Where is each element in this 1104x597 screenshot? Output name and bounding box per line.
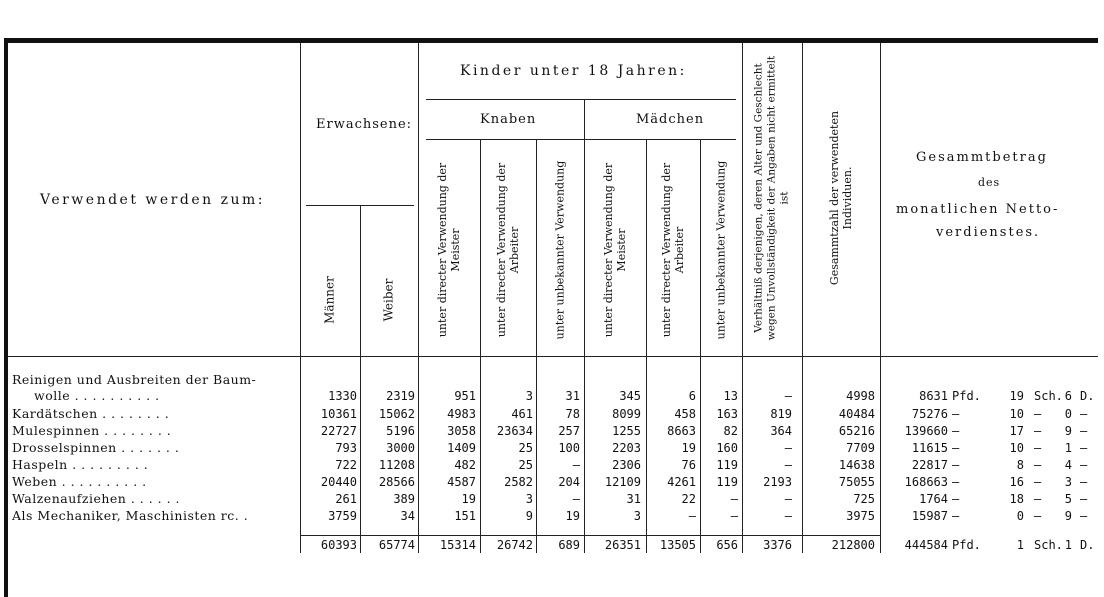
money-u2: — <box>1034 509 1042 523</box>
header-betrag-4: verdienstes. <box>936 225 1041 240</box>
cell-total: 725 <box>853 492 875 506</box>
header-erwachsene: Erwachsene: <box>316 117 413 132</box>
row-category: Reinigen und Ausbreiten der Baum- <box>12 372 257 387</box>
header-maenner: Männer <box>322 276 337 324</box>
row-category-continued: wolle . . . . . . . . . . <box>34 388 160 403</box>
money-d: 1 <box>1064 538 1072 552</box>
money-u3: — <box>1080 492 1088 506</box>
col-divider <box>700 140 701 553</box>
cell-ka: 9 <box>525 509 533 523</box>
cell-mm: 2203 <box>612 441 641 455</box>
cell-ka: 461 <box>511 407 533 421</box>
cell-ka: 23634 <box>496 424 533 438</box>
netto-verdienst-cell <box>884 509 1098 523</box>
money-pfd: 75276 <box>911 407 948 421</box>
money-d: 0 <box>1064 407 1072 421</box>
cell-total: 40484 <box>838 407 875 421</box>
cell-mm: 12109 <box>604 475 641 489</box>
money-sch: 16 <box>1009 475 1024 489</box>
money-u3: D. <box>1080 389 1095 403</box>
cell-ma: 4261 <box>667 475 696 489</box>
netto-verdienst-cell <box>884 424 1098 438</box>
cell-total: 75055 <box>838 475 875 489</box>
cell-ka: 3 <box>525 389 533 403</box>
total-weiber: 65774 <box>378 538 415 552</box>
money-u3: — <box>1080 407 1088 421</box>
cell-ku: — <box>572 458 580 472</box>
header-knaben: Knaben <box>480 112 537 127</box>
cell-ka: 25 <box>518 458 533 472</box>
header-maedchen-meister: unter directer Verwendung der Meister <box>602 162 628 338</box>
cell-weiber: 15062 <box>378 407 415 421</box>
netto-verdienst-cell <box>884 441 1098 455</box>
money-sch: 18 <box>1009 492 1024 506</box>
money-u2: — <box>1034 475 1042 489</box>
cell-total: 65216 <box>838 424 875 438</box>
money-u2: Sch. <box>1034 538 1063 552</box>
header-gesammtzahl: Gesammtzahl der verwendeten Individuen. <box>828 110 854 286</box>
cell-km: 4587 <box>447 475 476 489</box>
header-verhaeltnis: Verhältniß derjenigen, deren Alter und Geschlecht wegen Unvollständigkeit der Angaben nicht ermittelt ist <box>752 55 791 341</box>
cell-ka: 3 <box>525 492 533 506</box>
header-maedchen-unbekannt: unter unbekannter Verwendung <box>714 160 728 340</box>
cell-ma: 458 <box>674 407 696 421</box>
cell-weiber: 34 <box>400 509 415 523</box>
cell-ku: 19 <box>565 509 580 523</box>
cell-mu: 13 <box>723 389 738 403</box>
money-u2: — <box>1034 424 1042 438</box>
row-category: Kardätschen . . . . . . . . <box>12 406 170 421</box>
col-divider <box>802 43 803 553</box>
netto-verdienst-cell <box>884 492 1098 506</box>
money-u2: — <box>1034 407 1042 421</box>
netto-verdienst-cell <box>884 389 1098 403</box>
cell-km: 951 <box>454 389 476 403</box>
col-divider <box>360 205 361 553</box>
money-u1: — <box>952 475 960 489</box>
cell-ma: — <box>688 509 696 523</box>
cell-mu: 160 <box>716 441 738 455</box>
cell-maenner: 22727 <box>320 424 357 438</box>
header-line <box>426 99 736 100</box>
money-d: 4 <box>1064 458 1072 472</box>
cell-ma: 8663 <box>667 424 696 438</box>
cell-verh: 364 <box>770 424 792 438</box>
money-pfd: 168663 <box>904 475 948 489</box>
money-u1: — <box>952 492 960 506</box>
header-knaben-unbekannt: unter unbekannter Verwendung <box>553 160 567 340</box>
cell-verh: — <box>784 458 792 472</box>
col-divider <box>646 140 647 553</box>
cell-maenner: 3759 <box>328 509 357 523</box>
header-betrag-3: monatlichen Netto- <box>896 202 1060 217</box>
header-weiber: Weiber <box>381 278 396 322</box>
money-sch: 10 <box>1009 407 1024 421</box>
money-pfd: 22817 <box>911 458 948 472</box>
cell-maenner: 10361 <box>320 407 357 421</box>
cell-ku: 204 <box>558 475 580 489</box>
cell-maenner: 722 <box>335 458 357 472</box>
col-divider <box>300 43 301 553</box>
row-category: Drosselspinnen . . . . . . . <box>12 440 180 455</box>
money-pfd: 15987 <box>911 509 948 523</box>
money-u2: — <box>1034 458 1042 472</box>
cell-verh: 819 <box>770 407 792 421</box>
money-d: 6 <box>1064 389 1072 403</box>
cell-total: 7709 <box>846 441 875 455</box>
cell-verh: — <box>784 492 792 506</box>
total-mu: 656 <box>716 538 738 552</box>
total-total: 212800 <box>831 538 875 552</box>
header-bottom-line <box>8 356 1098 357</box>
money-pfd: 1764 <box>919 492 948 506</box>
money-u3: — <box>1080 458 1088 472</box>
money-u1: Pfd. <box>952 538 981 552</box>
cell-weiber: 11208 <box>378 458 415 472</box>
cell-weiber: 28566 <box>378 475 415 489</box>
col-divider <box>742 43 743 553</box>
money-u3: — <box>1080 424 1088 438</box>
money-d: 9 <box>1064 509 1072 523</box>
cell-ma: 76 <box>681 458 696 472</box>
left-rule <box>4 38 8 597</box>
row-category: Weben . . . . . . . . . . <box>12 474 147 489</box>
money-u2: — <box>1034 441 1042 455</box>
cell-maenner: 793 <box>335 441 357 455</box>
cell-mm: 31 <box>626 492 641 506</box>
money-d: 1 <box>1064 441 1072 455</box>
cell-km: 19 <box>461 492 476 506</box>
total-ka: 26742 <box>496 538 533 552</box>
money-sch: 10 <box>1009 441 1024 455</box>
cell-km: 3058 <box>447 424 476 438</box>
money-u1: — <box>952 509 960 523</box>
row-category: Mulespinnen . . . . . . . . <box>12 423 172 438</box>
cell-weiber: 5196 <box>386 424 415 438</box>
header-verwendet: Verwendet werden zum: <box>40 192 265 208</box>
header-betrag-2: des <box>978 176 1001 189</box>
money-u1: — <box>952 441 960 455</box>
money-u1: — <box>952 424 960 438</box>
row-category: Als Mechaniker, Maschinisten rc. . <box>12 508 249 523</box>
totals-line <box>300 535 880 536</box>
cell-mu: 82 <box>723 424 738 438</box>
netto-verdienst-cell <box>884 458 1098 472</box>
header-maedchen: Mädchen <box>636 112 705 127</box>
cell-maenner: 261 <box>335 492 357 506</box>
cell-ka: 2582 <box>504 475 533 489</box>
cell-weiber: 389 <box>393 492 415 506</box>
cell-maenner: 20440 <box>320 475 357 489</box>
cell-total: 14638 <box>838 458 875 472</box>
cell-mu: 163 <box>716 407 738 421</box>
total-km: 15314 <box>439 538 476 552</box>
cell-weiber: 2319 <box>386 389 415 403</box>
money-u1: Pfd. <box>952 389 981 403</box>
money-sch: 0 <box>1016 509 1024 523</box>
cell-km: 1409 <box>447 441 476 455</box>
money-pfd: 444584 <box>904 538 948 552</box>
money-pfd: 11615 <box>911 441 948 455</box>
money-u3: — <box>1080 441 1088 455</box>
cell-ku: 78 <box>565 407 580 421</box>
cell-mm: 3 <box>633 509 641 523</box>
cell-ma: 22 <box>681 492 696 506</box>
cell-ma: 6 <box>688 389 696 403</box>
header-line <box>426 139 736 140</box>
cell-weiber: 3000 <box>386 441 415 455</box>
cell-ku: 257 <box>558 424 580 438</box>
total-verh: 3376 <box>763 538 792 552</box>
header-knaben-meister: unter directer Verwendung der Meister <box>436 162 462 338</box>
cell-ma: 19 <box>681 441 696 455</box>
money-pfd: 8631 <box>919 389 948 403</box>
money-d: 9 <box>1064 424 1072 438</box>
money-u1: — <box>952 458 960 472</box>
cell-verh: — <box>784 509 792 523</box>
cell-verh: 2193 <box>763 475 792 489</box>
header-kinder: Kinder unter 18 Jahren: <box>460 63 687 79</box>
money-sch: 19 <box>1009 389 1024 403</box>
money-u3: D. <box>1080 538 1095 552</box>
header-betrag-1: Gesammtbetrag <box>916 150 1048 165</box>
cell-km: 4983 <box>447 407 476 421</box>
cell-mu: 119 <box>716 458 738 472</box>
col-divider <box>536 140 537 553</box>
money-sch: 8 <box>1016 458 1024 472</box>
cell-mu: — <box>730 492 738 506</box>
total-maenner: 60393 <box>320 538 357 552</box>
cell-ku: 31 <box>565 389 580 403</box>
money-u2: Sch. <box>1034 389 1063 403</box>
col-divider <box>584 100 585 553</box>
money-sch: 17 <box>1009 424 1024 438</box>
cell-verh: — <box>784 441 792 455</box>
cell-maenner: 1330 <box>328 389 357 403</box>
cell-mm: 1255 <box>612 424 641 438</box>
money-d: 3 <box>1064 475 1072 489</box>
total-mm: 26351 <box>604 538 641 552</box>
total-ku: 689 <box>558 538 580 552</box>
cell-mm: 2306 <box>612 458 641 472</box>
cell-ka: 25 <box>518 441 533 455</box>
cell-km: 482 <box>454 458 476 472</box>
row-category: Haspeln . . . . . . . . . <box>12 457 149 472</box>
money-u3: — <box>1080 475 1088 489</box>
header-line <box>306 205 414 206</box>
col-divider <box>418 43 419 553</box>
cell-ku: — <box>572 492 580 506</box>
col-divider <box>480 140 481 553</box>
money-sch: 1 <box>1016 538 1024 552</box>
money-u3: — <box>1080 509 1088 523</box>
netto-verdienst-cell <box>884 538 1098 552</box>
cell-mu: 119 <box>716 475 738 489</box>
money-u2: — <box>1034 492 1042 506</box>
cell-km: 151 <box>454 509 476 523</box>
header-knaben-arbeiter: unter directer Verwendung der Arbeiter <box>495 162 521 338</box>
cell-mm: 345 <box>619 389 641 403</box>
netto-verdienst-cell <box>884 475 1098 489</box>
col-divider <box>880 43 881 553</box>
row-category: Walzenaufziehen . . . . . . <box>12 491 181 506</box>
cell-ku: 100 <box>558 441 580 455</box>
netto-verdienst-cell <box>884 407 1098 421</box>
cell-mu: — <box>730 509 738 523</box>
cell-total: 3975 <box>846 509 875 523</box>
money-pfd: 139660 <box>904 424 948 438</box>
cell-total: 4998 <box>846 389 875 403</box>
cell-mm: 8099 <box>612 407 641 421</box>
top-rule <box>8 38 1098 43</box>
header-maedchen-arbeiter: unter directer Verwendung der Arbeiter <box>660 162 686 338</box>
money-u1: — <box>952 407 960 421</box>
total-ma: 13505 <box>659 538 696 552</box>
money-d: 5 <box>1064 492 1072 506</box>
cell-verh: — <box>784 389 792 403</box>
